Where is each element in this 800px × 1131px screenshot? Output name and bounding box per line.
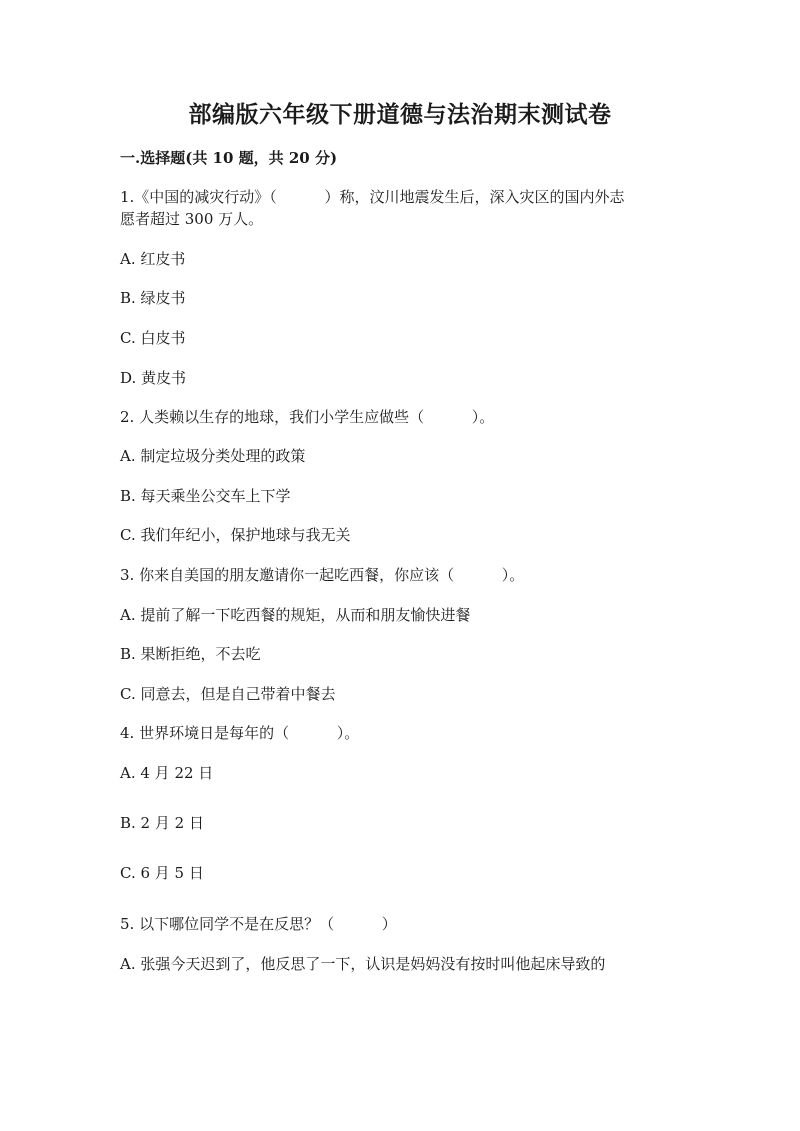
exam-title: 部编版六年级下册道德与法治期末测试卷: [188, 101, 612, 128]
section-heading: 一.选择题(共 10 题，共 20 分): [120, 149, 338, 167]
question-1-option-c: C. 白皮书: [120, 329, 186, 347]
question-2-text: 2. 人类赖以生存的地球，我们小学生应做些（ ）。: [120, 408, 495, 426]
question-1-text-line-1: 1.《中国的减灾行动》（ ）称，汶川地震发生后，深入灾区的国内外志: [120, 188, 625, 206]
question-3-option-c: C. 同意去，但是自己带着中餐去: [120, 685, 336, 703]
question-4-option-a: A. 4 月 22 日: [120, 764, 214, 782]
question-3-text: 3. 你来自美国的朋友邀请你一起吃西餐，你应该（ ）。: [120, 566, 525, 584]
question-1-option-b: B. 绿皮书: [120, 289, 186, 307]
question-1-option-d: D. 黄皮书: [120, 369, 187, 387]
question-3-option-a: A. 提前了解一下吃西餐的规矩，从而和朋友愉快进餐: [120, 606, 471, 624]
question-4-option-b: B. 2 月 2 日: [120, 814, 204, 832]
question-5-option-a: A. 张强今天迟到了，他反思了一下，认识是妈妈没有按时叫他起床导致的: [120, 955, 606, 973]
question-4-option-c: C. 6 月 5 日: [120, 864, 204, 882]
question-2-option-c: C. 我们年纪小，保护地球与我无关: [120, 526, 351, 544]
question-3-option-b: B. 果断拒绝，不去吃: [120, 645, 261, 663]
question-1-option-a: A. 红皮书: [120, 250, 186, 268]
question-4-text: 4. 世界环境日是每年的（ ）。: [120, 724, 360, 742]
question-5-text: 5. 以下哪位同学不是在反思？（ ）: [120, 915, 397, 933]
question-2-option-a: A. 制定垃圾分类处理的政策: [120, 447, 306, 465]
question-2-option-b: B. 每天乘坐公交车上下学: [120, 487, 291, 505]
question-1-text-line-2: 愿者超过 300 万人。: [120, 210, 264, 228]
